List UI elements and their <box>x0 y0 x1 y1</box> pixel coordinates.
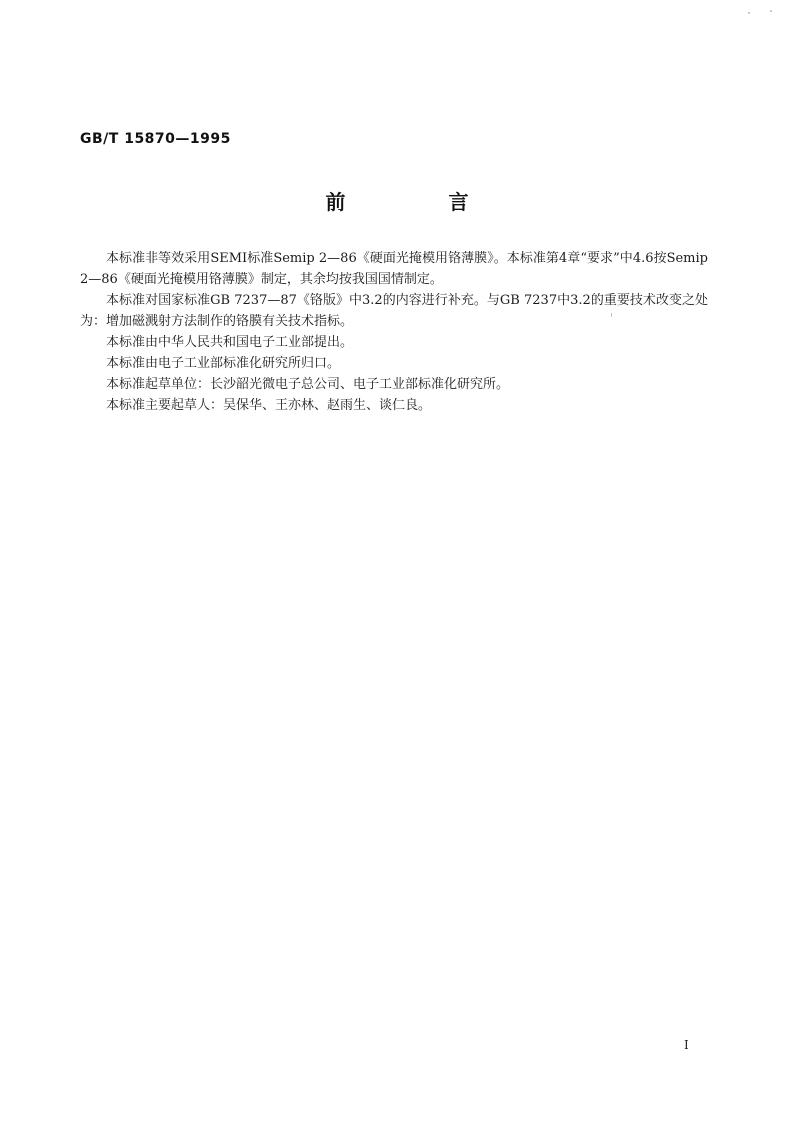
scan-speck <box>748 12 750 14</box>
scan-speck <box>611 313 612 317</box>
scan-speck <box>770 10 772 12</box>
standard-code: GB/T 15870—1995 <box>80 131 231 147</box>
paragraph-drafting-units: 本标准起草单位：长沙韶光微电子总公司、电子工业部标准化研究所。 <box>106 377 510 392</box>
paragraph-proposer: 本标准由中华人民共和国电子工业部提出。 <box>106 335 354 350</box>
page-title: 前 言 <box>325 190 517 214</box>
page-number: I <box>684 1038 689 1052</box>
paragraph-centralized: 本标准由电子工业部标准化研究所归口。 <box>106 356 341 371</box>
foreword-body <box>80 248 708 416</box>
paragraph-drafters: 本标准主要起草人：吴保华、王亦林、赵雨生、谈仁良。 <box>106 398 432 413</box>
paragraph-supplement: 本标准对国家标准GB 7237—87《铬版》中3.2的内容进行补充。与GB 7237中3.2的重要技术改变之处为：增加磁溅射方法制作的铬膜有关技术指标。 <box>80 293 708 329</box>
paragraph-adoption: 本标准非等效采用SEMI标准Semip 2—86《硬面光掩模用铬薄膜》。本标准第4章“要求”中4.6按Semip 2—86《硬面光掩模用铬薄膜》制定，其余均按我国国情制定。 <box>80 251 708 287</box>
